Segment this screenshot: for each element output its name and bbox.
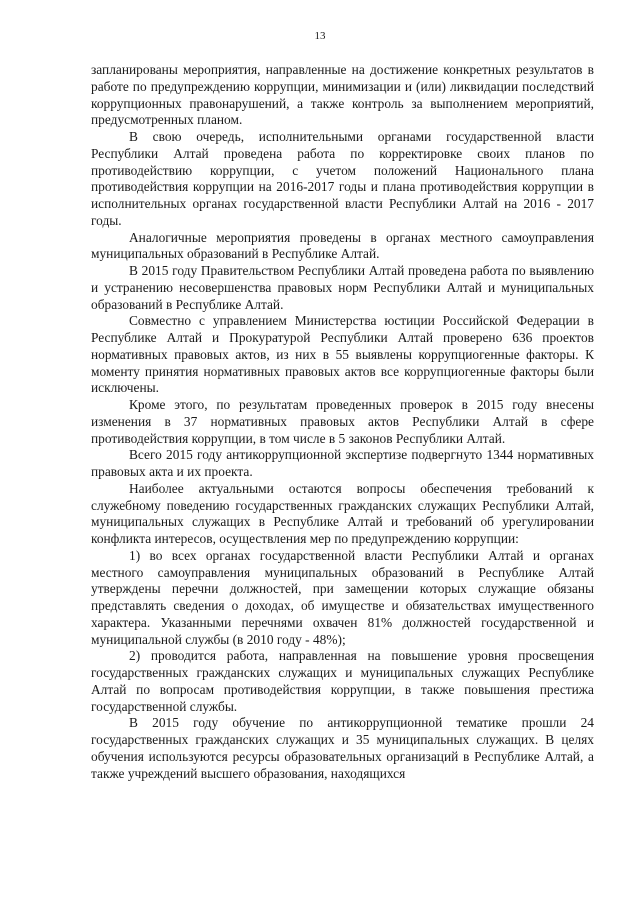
paragraph-1: запланированы мероприятия, направленные на достижение конкретных результатов в работе по предупреждению коррупции, минимизации и (или) ликвидации последствий коррупционных правонарушений, а также контроль за выполнением мероприятий, предусмотренных планом. (91, 62, 594, 128)
paragraph-4: В 2015 году Правительством Республики Алтай проведена работа по выявлению и устранению несовершенства правовых норм Республики Алтай и муниципальных образований в Республике Алтай. (91, 263, 594, 312)
list-item-1: 1) во всех органах государственной власти Республики Алтай и органах местного самоуправления муниципальных образований в Республике Алтай утверждены перечни должностей, при замещении которых служащие обязаны представлять сведения о доходах, об имуществе и обязательствах имущественного характера. Указанными перечнями охвачен 81% должностей государственной и муниципальной службы (в 2010 году - 48%); (91, 547, 594, 647)
paragraph-6: Кроме этого, по результатам проведенных проверок в 2015 году внесены изменения в 37 нормативных правовых актов Республики Алтай в сфере противодействия коррупции, в том числе в 5 законов Республики Алтай. (91, 397, 594, 446)
paragraph-3: Аналогичные мероприятия проведены в органах местного самоуправления муниципальных образований в Республике Алтай. (91, 229, 594, 262)
list-item-2: 2) проводится работа, направленная на повышение уровня просвещения государственных гражданских служащих и муниципальных служащих Республике Алтай по вопросам противодействия коррупции, в также повышения престижа государственной службы. (91, 648, 594, 714)
paragraph-2: В свою очередь, исполнительными органами государственной власти Республики Алтай проведена работа по корректировке своих планов по противодействию коррупции, с учетом положений Национального плана противодействия коррупции на 2016-2017 годы и плана противодействия коррупции в исполнительных органах государственной власти Республики Алтай на 2016 - 2017 годы. (91, 129, 594, 228)
paragraph-7: Всего 2015 году антикоррупционной экспертизе подвергнуто 1344 нормативных правовых акта и их проекта. (91, 447, 594, 479)
document-body (91, 62, 594, 782)
page-number: 13 (314, 30, 326, 42)
paragraph-8: Наиболее актуальными остаются вопросы обеспечения требований к служебному поведению государственных гражданских служащих Республики Алтай, муниципальных служащих в Республике Алтай и требований об урегулировании конфликта интересов, осуществления мер по предупреждению коррупции: (91, 480, 594, 546)
paragraph-9: В 2015 году обучение по антикоррупционной тематике прошли 24 государственных гражданских служащих и 35 муниципальных служащих. В целях обучения используются ресурсы образовательных организаций в Республике Алтай, а также учреждений высшего образования, находящихся (91, 715, 594, 781)
paragraph-5: Совместно с управлением Министерства юстиции Российской Федерации в Республике Алтай и Прокуратурой Республики Алтай проверено 636 проектов нормативных правовых актов, из них в 55 выявлены коррупциогенные факторы. К моменту принятия нормативных правовых актов все коррупциогенные факторы были исключены. (91, 313, 594, 396)
